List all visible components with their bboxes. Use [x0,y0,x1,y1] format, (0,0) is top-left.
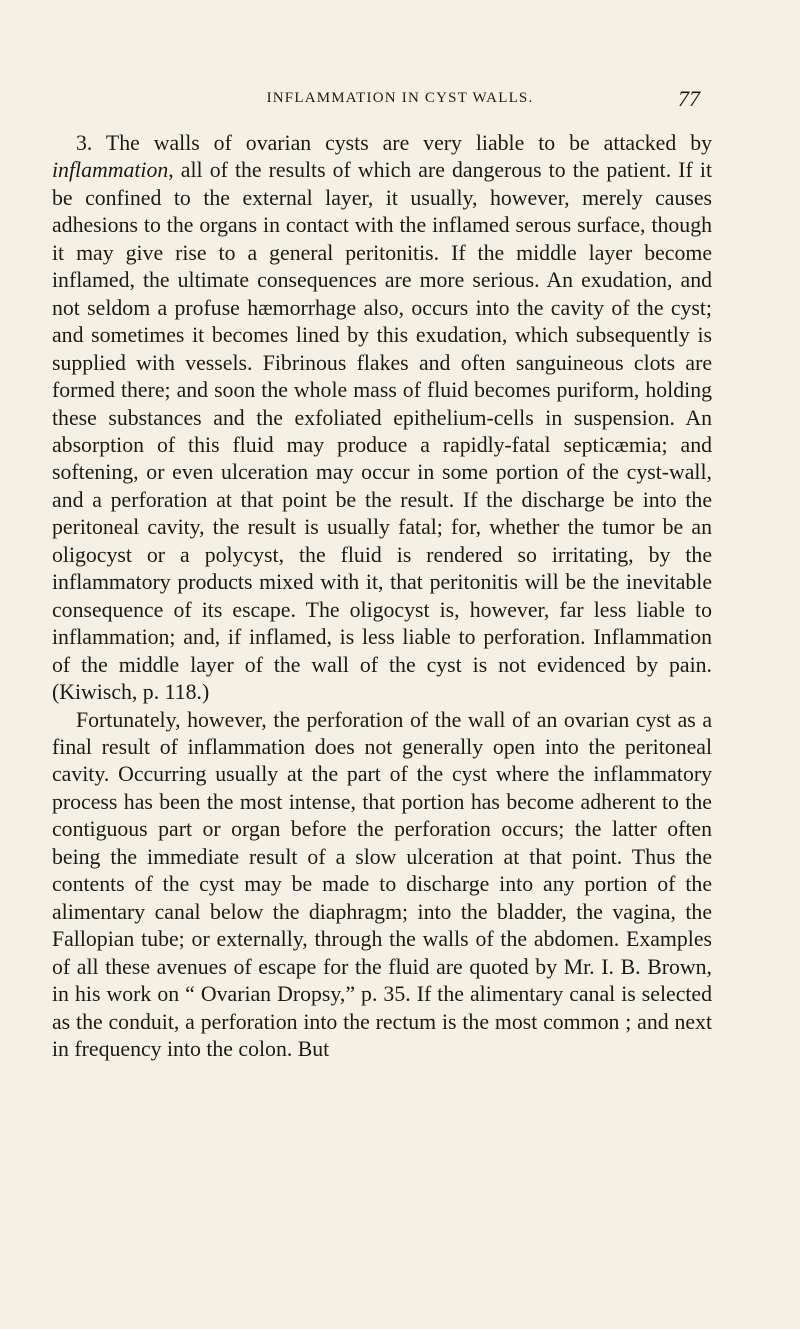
paragraph-1-start: 3. The walls of ovarian cysts are very liable to be attacked by [76,131,712,155]
page-number: 77 [678,86,700,111]
page-header [0,86,800,116]
emphasis-inflammation: inflammation [52,158,169,183]
paragraph-1-rest: , all of the results of which are dangerous to the patient. If it be confined to the external layer, it usually, however, merely causes adhesions to the organs in contact with the inflamed serous surface, though it may give rise to a general peritonitis. If the middle layer become inflamed, the ultimate consequences are more serious. An exudation, and not seldom a profuse hæmorrhage also, occurs into the cavity of the cyst; and sometimes it becomes lined by this exudation, which subsequently is supplied with vessels. Fibrinous flakes and often sanguineous clots are formed there; and soon the whole mass of fluid becomes puriform, holding these substances and the exfoliated epithelium-cells in suspension. An absorption of this fluid may produce a rapidly-fatal septicæmia; and softening, or even ulceration may occur in some portion of the cyst-wall, and a perforation at that point be the result. If the discharge be into the peritoneal cavity, the result is usually fatal; for, whether the tumor be an oligocyst or a polycyst, the fluid is rendered so irritating, by the inflammatory products mixed with it, that peritonitis will be the inevitable consequence of its escape. The oligocyst is, however, far less liable to inflammation; and, if inflamed, is less liable to perforation. Inflammation of the middle layer of the wall of the cyst is not evidenced by pain. (Kiwisch, p. 118.) [52,158,712,705]
running-head: INFLAMMATION IN CYST WALLS. [266,90,534,106]
paragraph-2: Fortunately, however, the perforation of the wall of an ovarian cyst as a final result of inflammation does not generally open into the peritoneal cavity. Occurring usually at the part of the cyst where the inflammatory process has been the most intense, that portion has become adherent to the contiguous part or organ before the perforation occurs; the latter often being the immediate result of a slow ulceration at that point. Thus the contents of the cyst may be made to discharge into any portion of the alimentary canal below the diaphragm; into the bladder, the vagina, the Fallopian tube; or externally, through the walls of the abdomen. Examples of all these avenues of escape for the fluid are quoted by Mr. I. B. Brown, in his work on “ Ovarian Dropsy,” p. 35. If the alimentary canal is selected as the conduit, a perforation into the rectum is the most common ; and next in frequency into the colon. But [52,707,712,1061]
body-text [52,130,712,1063]
paragraph-1 [52,130,712,707]
